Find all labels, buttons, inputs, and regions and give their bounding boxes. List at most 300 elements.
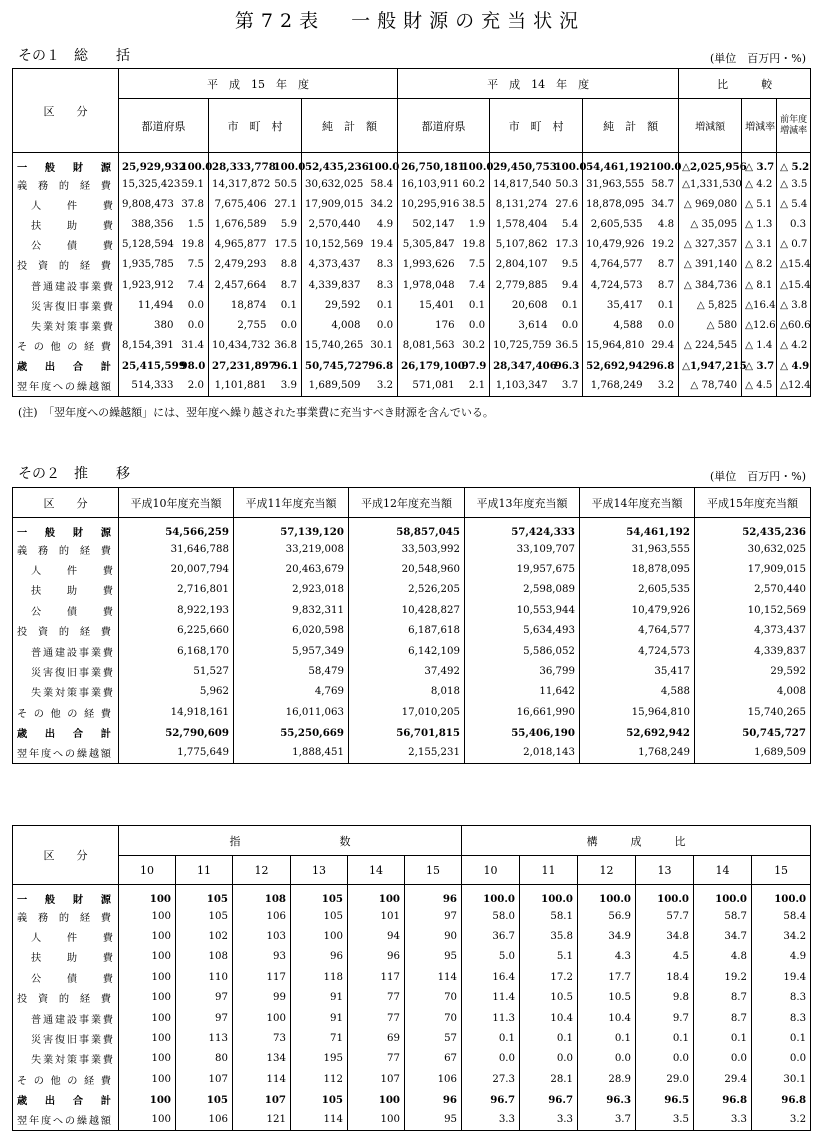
table-cell: 77 — [348, 1008, 405, 1028]
table-cell: 4,339,837 — [308, 279, 361, 291]
table-cell: 7.4 — [178, 275, 209, 295]
table-cell: 96.7 — [462, 1090, 520, 1110]
table-cell: 38.5 — [459, 194, 490, 214]
table-cell: 4,769 — [234, 682, 349, 702]
table-cell: 10,479,926 — [580, 600, 695, 620]
table-row — [13, 174, 811, 194]
header-h14-muni: 市 町 村 — [490, 99, 583, 153]
table-cell: 1,676,589 — [214, 218, 267, 230]
table-cell: 105 — [291, 1090, 348, 1110]
table-cell: 58.7 — [694, 906, 752, 926]
row-label: 歳 出 合 計 — [17, 728, 111, 741]
table-cell: 105 — [176, 1090, 233, 1110]
table-cell: 2,804,107 — [495, 259, 548, 271]
table-row — [13, 600, 811, 620]
table-cell: 15,740,265 — [305, 340, 364, 352]
table-cell: 107 — [233, 1090, 291, 1110]
table-cell: △ 580 — [679, 315, 742, 335]
table-cell: △1,947,215 — [679, 356, 742, 376]
table-cell: 27.6 — [552, 194, 583, 214]
table-cell: 10,428,827 — [349, 600, 465, 620]
row-label: 扶 助 費 — [31, 953, 113, 965]
table-cell: 10.5 — [520, 988, 578, 1008]
table-cell: 55,250,669 — [234, 723, 349, 743]
table-cell: △ 1.4 — [742, 336, 777, 356]
table-cell: 19.2 — [647, 235, 679, 255]
table-cell: 97 — [405, 906, 462, 926]
table-cell: 17,909,015 — [695, 559, 811, 579]
table-cell: 1,689,509 — [308, 380, 361, 392]
table-cell: 29,592 — [695, 661, 811, 681]
table-cell: 8.7 — [694, 988, 752, 1008]
table-cell: 107 — [176, 1069, 233, 1089]
table-cell: 3.2 — [647, 376, 679, 396]
table-cell: 35,417 — [580, 661, 695, 681]
row-label: 義 務 的 経 費 — [17, 180, 111, 192]
table-cell: 114 — [233, 1069, 291, 1089]
table-cell: 10,479,926 — [586, 239, 645, 251]
table-cell: 16,103,911 — [401, 178, 460, 190]
table-cell: 57 — [405, 1028, 462, 1048]
table-row — [13, 967, 811, 987]
table-cell: 2,018,143 — [465, 743, 580, 763]
table-cell: 55,406,190 — [465, 723, 580, 743]
table-cell: △ 3.7 — [742, 356, 777, 376]
table-cell: 31.4 — [178, 336, 209, 356]
table-cell: 0.1 — [365, 295, 398, 315]
table-cell: 514,333 — [131, 380, 174, 392]
header-h14: 平 成 14 年 度 — [398, 69, 679, 99]
table-cell: 36.7 — [462, 926, 520, 946]
header-prev-rate: 前年度増減率 — [777, 99, 811, 153]
header-year-col: 11 — [176, 856, 233, 885]
table-cell: 56.9 — [578, 906, 636, 926]
table-cell: 107 — [348, 1069, 405, 1089]
table-cell: 134 — [233, 1049, 291, 1069]
table-cell: 100 — [119, 1110, 176, 1130]
header-rate: 増減率 — [742, 99, 777, 153]
table-cell: 8.7 — [647, 255, 679, 275]
table-row — [13, 702, 811, 722]
row-label: 公 債 費 — [31, 606, 113, 618]
table-cell: △15.4 — [777, 275, 811, 295]
table-cell: 30,632,025 — [695, 539, 811, 559]
table-cell: 96.8 — [647, 356, 679, 376]
table-cell: 8.3 — [365, 255, 398, 275]
table-cell: 3.3 — [462, 1110, 520, 1130]
part2-unit: (単位 百万円・%) — [709, 470, 806, 483]
table-cell: 6,168,170 — [119, 641, 234, 661]
table-cell: 100.0 — [178, 153, 209, 175]
table-cell: 5,128,594 — [122, 239, 174, 251]
table-cell: △ 969,080 — [679, 194, 742, 214]
table-cell: 2,755 — [237, 319, 267, 331]
row-label: 普通建設事業費 — [31, 281, 113, 293]
table-cell: 2,570,440 — [308, 218, 361, 230]
table-cell: 100 — [119, 967, 176, 987]
table-cell: 69 — [348, 1028, 405, 1048]
table-cell: 56,701,815 — [349, 723, 465, 743]
table-cell: 14,918,161 — [119, 702, 234, 722]
table-cell: 100.0 — [365, 153, 398, 175]
row-label: 歳 出 合 計 — [17, 361, 111, 374]
table-cell: 4,373,437 — [308, 259, 361, 271]
table-row — [13, 988, 811, 1008]
table-cell: 94 — [348, 926, 405, 946]
table-cell: 100 — [291, 926, 348, 946]
table-cell: 0.1 — [578, 1028, 636, 1048]
table-cell: 502,147 — [412, 218, 455, 230]
table-cell: 54,566,259 — [119, 518, 234, 540]
table-cell: 96.7 — [520, 1090, 578, 1110]
table-cell: 27.1 — [271, 194, 302, 214]
table-cell: 4.8 — [647, 214, 679, 234]
header-diff: 増減額 — [679, 99, 742, 153]
table-cell: △ 384,736 — [679, 275, 742, 295]
table-cell: 1,978,048 — [402, 279, 455, 291]
table-cell: 110 — [176, 967, 233, 987]
table-cell: 1,888,451 — [234, 743, 349, 763]
table-cell: 37.8 — [178, 194, 209, 214]
table-cell: 6,020,598 — [234, 621, 349, 641]
table-cell: 0.1 — [459, 295, 490, 315]
row-label: 義 務 的 経 費 — [17, 912, 111, 924]
table-cell: 58.7 — [647, 174, 679, 194]
table-cell: 70 — [405, 1008, 462, 1028]
table-cell: △2,025,956 — [679, 153, 742, 175]
table-cell: 34.7 — [647, 194, 679, 214]
table-cell: 28.9 — [578, 1069, 636, 1089]
table-cell: 3.7 — [552, 376, 583, 396]
table-cell: 58,857,045 — [349, 518, 465, 540]
table-cell: 1,993,626 — [402, 259, 455, 271]
table-cell: 0.0 — [694, 1049, 752, 1069]
table-cell: 96.8 — [694, 1090, 752, 1110]
table-cell: △ 327,357 — [679, 235, 742, 255]
table-cell: 114 — [291, 1110, 348, 1130]
table-cell: △ 0.7 — [777, 235, 811, 255]
table-row — [13, 1069, 811, 1089]
table-cell: 52,790,609 — [119, 723, 234, 743]
table-cell: △ 5.1 — [742, 194, 777, 214]
table-cell: 51,527 — [119, 661, 234, 681]
table-cell: 108 — [176, 947, 233, 967]
table-cell: 52,435,236 — [305, 160, 369, 173]
table-cell: 77 — [348, 1049, 405, 1069]
table-row — [13, 1049, 811, 1069]
table-cell: 96 — [348, 947, 405, 967]
table-cell: 15,964,810 — [586, 340, 645, 352]
table-cell: 36.8 — [271, 336, 302, 356]
table-cell: 105 — [176, 906, 233, 926]
table-cell: 5,634,493 — [465, 621, 580, 641]
table-cell: △1,331,530 — [679, 174, 742, 194]
table-cell: 2.0 — [178, 376, 209, 396]
header-year-col: 14 — [348, 856, 405, 885]
table-cell: 4,724,573 — [590, 279, 643, 291]
table-cell: 106 — [233, 906, 291, 926]
table-cell: 8,922,193 — [119, 600, 234, 620]
table-cell: 25,929,932 — [122, 160, 186, 173]
table-cell: 100 — [119, 1028, 176, 1048]
table-cell: 73 — [233, 1028, 291, 1048]
table-cell: 0.0 — [520, 1049, 578, 1069]
table-cell: 4.8 — [694, 947, 752, 967]
table-cell: 100.0 — [459, 153, 490, 175]
table-cell: 1,689,509 — [695, 743, 811, 763]
table-cell: 2,923,018 — [234, 580, 349, 600]
table-cell: 101 — [348, 906, 405, 926]
table-cell: 96.3 — [552, 356, 583, 376]
table-cell: 7.4 — [459, 275, 490, 295]
row-label: 翌年度への繰越額 — [17, 1116, 111, 1128]
header-year-col: 11 — [520, 856, 578, 885]
table-cell: 100 — [119, 1049, 176, 1069]
table-cell: 34.2 — [752, 926, 811, 946]
header-year: 平成14年度充当額 — [580, 488, 695, 518]
row-label: 普通建設事業費 — [31, 647, 113, 659]
row-label: 扶 助 費 — [31, 220, 113, 232]
table-cell: 4,373,437 — [695, 621, 811, 641]
table-cell: 2,457,664 — [214, 279, 267, 291]
table-cell: 95 — [405, 1110, 462, 1130]
table-cell: 50.3 — [552, 174, 583, 194]
table-cell: 6,142,109 — [349, 641, 465, 661]
table-cell: 100 — [119, 988, 176, 1008]
table-cell: 20,007,794 — [119, 559, 234, 579]
table-cell: 17.2 — [520, 967, 578, 987]
table-cell: 11.3 — [462, 1008, 520, 1028]
table-cell: 29.0 — [636, 1069, 694, 1089]
table-cell: 2,605,535 — [590, 218, 643, 230]
table-row — [13, 194, 811, 214]
table-cell: 0.0 — [459, 315, 490, 335]
table-cell: 15,740,265 — [695, 702, 811, 722]
table-cell: 4.9 — [752, 947, 811, 967]
table-cell: 29.4 — [694, 1069, 752, 1089]
table-cell: 77 — [348, 988, 405, 1008]
table-cell: 103 — [233, 926, 291, 946]
table-cell: 3,614 — [518, 319, 548, 331]
row-label: 扶 助 費 — [31, 586, 113, 598]
table-cell: 106 — [405, 1069, 462, 1089]
header-year-col: 15 — [752, 856, 811, 885]
table-cell: 4.5 — [636, 947, 694, 967]
table-cell: 0.1 — [520, 1028, 578, 1048]
table-cell: 8,154,391 — [122, 340, 174, 352]
table-cell: 10.4 — [578, 1008, 636, 1028]
table-cell: 34.9 — [578, 926, 636, 946]
row-label: 人 件 費 — [31, 566, 113, 578]
row-label: そ の 他 の 経 費 — [17, 708, 111, 720]
table-cell: △ 3.5 — [777, 174, 811, 194]
table-row — [13, 906, 811, 926]
table-cell: 100.0 — [520, 885, 578, 907]
table-cell: 9,808,473 — [122, 198, 174, 210]
row-label: 人 件 費 — [31, 200, 113, 212]
table-row — [13, 275, 811, 295]
table-cell: 8,018 — [349, 682, 465, 702]
table-cell: 57,139,120 — [234, 518, 349, 540]
table-cell: 4,339,837 — [695, 641, 811, 661]
table-row — [13, 376, 811, 396]
table-cell: 96.3 — [578, 1090, 636, 1110]
row-label: 翌年度への繰越額 — [17, 749, 111, 761]
header-year: 平成15年度充当額 — [695, 488, 811, 518]
table-cell: 100.0 — [462, 885, 520, 907]
table-row — [13, 682, 811, 702]
table-cell: 0.0 — [178, 315, 209, 335]
table-cell: 18,878,095 — [580, 559, 695, 579]
table-cell: 96 — [405, 1090, 462, 1110]
table-cell: △ 3.7 — [742, 153, 777, 175]
table-cell: 30.1 — [752, 1069, 811, 1089]
table-cell: 9.8 — [636, 988, 694, 1008]
table-cell: 9,832,311 — [234, 600, 349, 620]
table-cell: 0.0 — [578, 1049, 636, 1069]
table-cell: 8.7 — [647, 275, 679, 295]
table-cell: 36,799 — [465, 661, 580, 681]
table-cell: 7.5 — [459, 255, 490, 275]
table-cell: 1.9 — [459, 214, 490, 234]
header-year: 平成10年度充当額 — [119, 488, 234, 518]
table-cell: 2,479,293 — [214, 259, 267, 271]
table-cell: 106 — [176, 1110, 233, 1130]
table-cell: 36.5 — [552, 336, 583, 356]
table-cell: 7,675,406 — [214, 198, 267, 210]
row-label: 普通建設事業費 — [31, 1014, 113, 1026]
table-cell: 26,179,100 — [401, 359, 465, 372]
row-label: 失業対策事業費 — [31, 1055, 113, 1067]
table-cell: 100.0 — [694, 885, 752, 907]
table-cell: 34.2 — [365, 194, 398, 214]
table-cell: △12.6 — [742, 315, 777, 335]
table-cell: 0.1 — [462, 1028, 520, 1048]
table-cell: 54,461,192 — [586, 160, 650, 173]
table-row — [13, 295, 811, 315]
row-label: 翌年度への繰越額 — [17, 382, 111, 394]
table-cell: 33,109,707 — [465, 539, 580, 559]
table-cell: 5.4 — [552, 214, 583, 234]
header-year: 平成11年度充当額 — [234, 488, 349, 518]
table-cell: 96.1 — [271, 356, 302, 376]
table-cell: 10,152,569 — [305, 239, 364, 251]
table-cell: 29.4 — [647, 336, 679, 356]
row-label: 一 般 財 源 — [17, 894, 111, 906]
trend-table — [12, 487, 811, 764]
table-cell: 0.0 — [271, 315, 302, 335]
table-cell: 4,764,577 — [580, 621, 695, 641]
table-cell: 10,553,944 — [465, 600, 580, 620]
table-cell: 33,503,992 — [349, 539, 465, 559]
table-cell: △60.6 — [777, 315, 811, 335]
table-cell: 27,231,897 — [212, 359, 276, 372]
table-cell: 97 — [176, 988, 233, 1008]
page-title: 第72表 一般財源の充当状況 — [234, 10, 586, 32]
table-cell: 3.3 — [520, 1110, 578, 1130]
table-cell: 11,494 — [137, 299, 174, 311]
row-label: そ の 他 の 経 費 — [17, 342, 111, 354]
table-cell: 5,957,349 — [234, 641, 349, 661]
table-cell: 18,878,095 — [586, 198, 645, 210]
table-cell: 52,692,942 — [580, 723, 695, 743]
table-cell: △ 4.2 — [777, 336, 811, 356]
table-cell: 0.3 — [777, 214, 811, 234]
table-cell: 34.7 — [694, 926, 752, 946]
table-cell: 57,424,333 — [465, 518, 580, 540]
table-cell: 571,081 — [412, 380, 455, 392]
table-cell: 96.8 — [752, 1090, 811, 1110]
table-cell: 10.5 — [578, 988, 636, 1008]
table-row — [13, 661, 811, 681]
table-cell: 52,692,942 — [586, 359, 650, 372]
table-cell: 98.0 — [178, 356, 209, 376]
table-cell: 70 — [405, 988, 462, 1008]
table-cell: 3.2 — [752, 1110, 811, 1130]
table-cell: 8.7 — [694, 1008, 752, 1028]
header-year-col: 14 — [694, 856, 752, 885]
table-cell: 29,592 — [324, 299, 361, 311]
table-row — [13, 947, 811, 967]
table-cell: 67 — [405, 1049, 462, 1069]
table-cell: △ 4.2 — [742, 174, 777, 194]
table-cell: 3.9 — [271, 376, 302, 396]
table-cell: 34.8 — [636, 926, 694, 946]
table-cell: 4,588 — [580, 682, 695, 702]
table-cell: 100 — [233, 1008, 291, 1028]
table-cell: 117 — [233, 967, 291, 987]
table-cell: 1.5 — [178, 214, 209, 234]
table-cell: 15,401 — [418, 299, 455, 311]
table-cell: 3.5 — [636, 1110, 694, 1130]
table-cell: 0.0 — [636, 1049, 694, 1069]
header-year: 平成13年度充当額 — [465, 488, 580, 518]
table-cell: 380 — [154, 319, 174, 331]
table-cell: 4,008 — [331, 319, 361, 331]
table-cell: 1,101,881 — [214, 380, 267, 392]
table-cell: 91 — [291, 1008, 348, 1028]
header-year-col: 10 — [462, 856, 520, 885]
table-cell: 4.9 — [365, 214, 398, 234]
table-cell: 15,964,810 — [580, 702, 695, 722]
header-year-col: 13 — [636, 856, 694, 885]
table-cell: 17,010,205 — [349, 702, 465, 722]
table-cell: 4,724,573 — [580, 641, 695, 661]
table-cell: 6,225,660 — [119, 621, 234, 641]
table-cell: 10.4 — [520, 1008, 578, 1028]
table-cell: 37,492 — [349, 661, 465, 681]
table-cell: 8.3 — [365, 275, 398, 295]
table-cell: 19.2 — [694, 967, 752, 987]
table-cell: △ 8.2 — [742, 255, 777, 275]
table-cell: △ 5,825 — [679, 295, 742, 315]
table-cell: 52,435,236 — [695, 518, 811, 540]
table-cell: 58.0 — [462, 906, 520, 926]
header-year-col: 12 — [233, 856, 291, 885]
table-cell: 97 — [176, 1008, 233, 1028]
table-cell: 35,417 — [606, 299, 643, 311]
table-cell: 105 — [291, 885, 348, 907]
table-cell: 31,646,788 — [119, 539, 234, 559]
table-row — [13, 1028, 811, 1048]
table-cell: 30.1 — [365, 336, 398, 356]
table-cell: 100 — [119, 926, 176, 946]
table-cell: 0.1 — [552, 295, 583, 315]
table-cell: 10,152,569 — [695, 600, 811, 620]
table-cell: 96 — [291, 947, 348, 967]
table-cell: 100.0 — [752, 885, 811, 907]
table-cell: 1,768,249 — [580, 743, 695, 763]
